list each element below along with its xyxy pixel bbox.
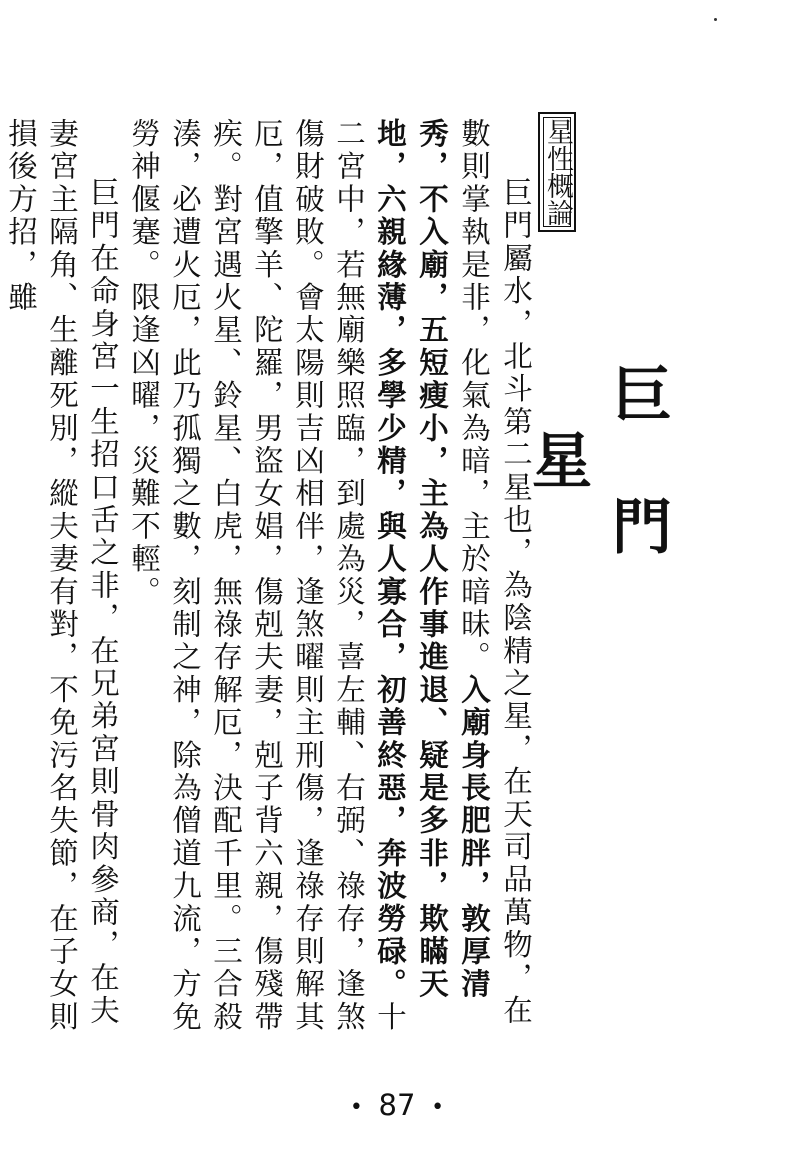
body-text — [4, 118, 536, 1038]
paragraph-2: 巨門在命身宮一生招口舌之非，在兄弟宮則骨肉參商，在夫妻宮主隔角、生離死別，縱夫妻有對，不免污名失節，在子女則損後方招，雖 — [4, 118, 120, 1034]
section-label-box: 星性概論 — [538, 112, 576, 232]
page-dot-right: • — [431, 1094, 445, 1120]
paragraph-1 — [123, 118, 536, 1038]
chapter-title: 巨門星 — [522, 363, 672, 627]
page-dot-left: • — [349, 1094, 363, 1120]
page-number-value: 87 — [378, 1088, 416, 1122]
page-number — [0, 1088, 794, 1122]
print-speck — [714, 18, 717, 21]
paragraph-1-intro: 巨門屬水，北斗第二星也，為陰精之星，在天司品萬物，在數則掌執是非，化氣為暗，主於暗昧。 — [457, 118, 533, 1028]
paragraph-1-rest: 十二宮中，若無廟樂照臨，到處為災，喜左輔、右弼、祿存，逢煞傷財破敗。會太陽則吉凶相伴，逢煞曜則主刑傷，逢祿存則解其厄，值擎羊、陀羅，男盜女娼，傷剋夫妻，剋子背六親，傷殘帶疾。對宮遇火星、鈴星、白虎，無祿存解厄，決配千里。三合殺湊，必遭火厄，此乃孤獨之數，刻制之神，除為僧道九流，方免勞神偃蹇。限逢凶曜，災難不輕。 — [127, 118, 407, 1034]
paragraph-1-bold: 入廟身長肥胖，敦厚清秀，不入廟，五短瘦小，主為人作事進退、疑是多非，欺瞞天地，六親緣薄，多學少精，與人寡合，初善終惡，奔波勞碌。 — [373, 118, 492, 1001]
